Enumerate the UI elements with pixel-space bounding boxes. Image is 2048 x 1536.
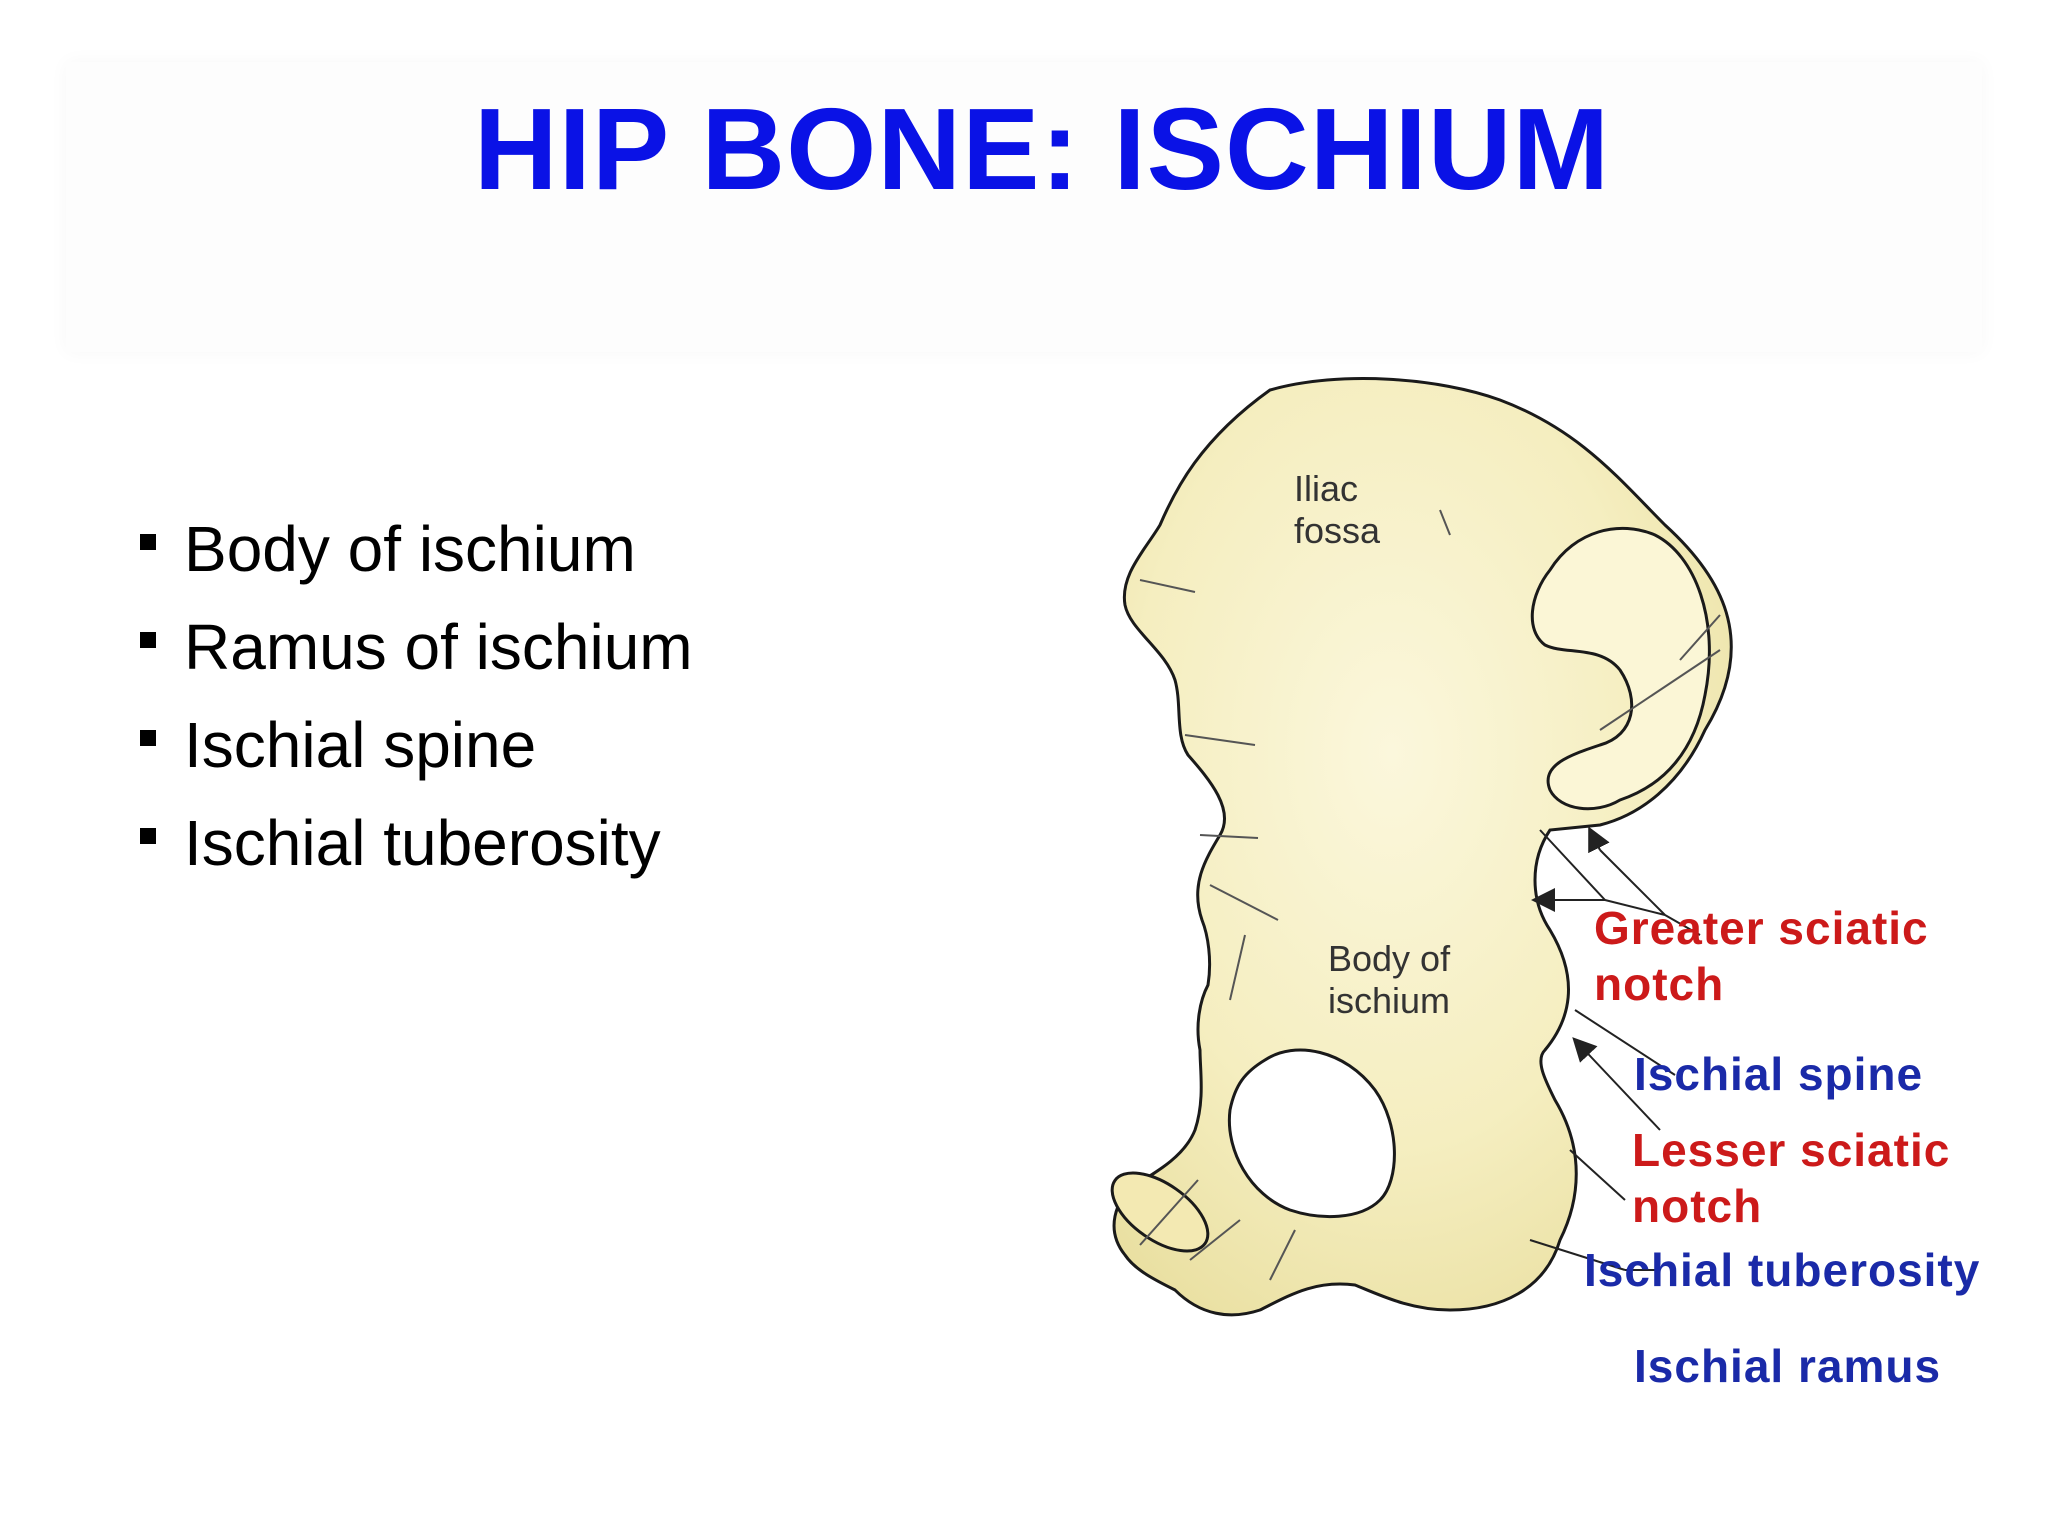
callout-greater-sciatic-line1: Greater sciatic	[1594, 902, 1929, 954]
label-iliac-fossa-line2: fossa	[1294, 510, 1381, 551]
bullet-item	[134, 508, 693, 606]
callout-greater-sciatic-line2: notch	[1594, 958, 1725, 1010]
bullet-list	[134, 508, 693, 900]
label-body-of-ischium	[1328, 938, 1450, 1022]
bullet-item	[134, 606, 693, 704]
bullet-text: Ischial spine	[184, 709, 537, 781]
label-iliac-fossa-line1: Iliac	[1294, 468, 1359, 509]
bullet-item	[134, 802, 693, 900]
bullet-text: Ischial tuberosity	[184, 807, 661, 879]
callout-ischial-ramus	[1634, 1338, 1941, 1394]
square-bullet-icon	[140, 730, 156, 746]
bullet-text: Ramus of ischium	[184, 611, 693, 683]
bullet-text: Body of ischium	[184, 513, 636, 585]
callout-ischial-tuberosity	[1584, 1242, 1980, 1298]
callout-greater-sciatic-notch	[1594, 900, 1929, 1012]
square-bullet-icon	[140, 534, 156, 550]
label-body-line2: ischium	[1328, 980, 1451, 1021]
callout-lesser-sciatic-line1: Lesser sciatic	[1632, 1124, 1951, 1176]
callout-lesser-sciatic-line2: notch	[1632, 1180, 1763, 1232]
label-iliac-fossa	[1294, 468, 1380, 552]
square-bullet-icon	[140, 632, 156, 648]
callout-ischial-ramus-text: Ischial ramus	[1634, 1340, 1942, 1392]
callout-ischial-spine-text: Ischial spine	[1634, 1048, 1924, 1100]
callout-ischial-tuberosity-text: Ischial tuberosity	[1584, 1244, 1981, 1296]
slide-title: HIP BONE: ISCHIUM	[473, 84, 1611, 214]
callout-ischial-spine	[1634, 1046, 1923, 1102]
label-body-line1: Body of	[1328, 938, 1451, 979]
square-bullet-icon	[140, 828, 156, 844]
bullet-item	[134, 704, 693, 802]
hip-bone-figure	[1080, 360, 2000, 1410]
callout-lesser-sciatic-notch	[1632, 1122, 1950, 1234]
